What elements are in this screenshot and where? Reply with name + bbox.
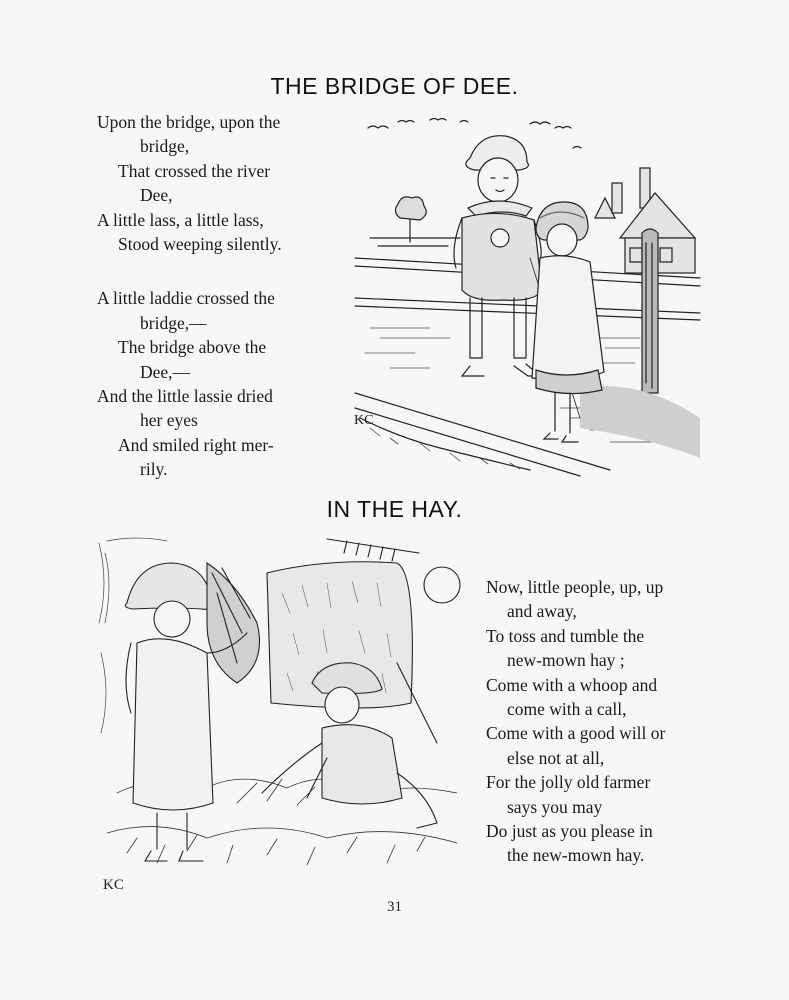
poem-line: says you may xyxy=(507,796,603,817)
poem-line: her eyes xyxy=(140,410,198,431)
poem-line: Upon the bridge, upon the xyxy=(97,112,281,132)
page-number: 31 xyxy=(387,899,402,915)
illustration-children-on-bridge xyxy=(350,108,705,478)
poem-line: rily. xyxy=(140,459,168,480)
poem-line: Dee, xyxy=(140,185,173,206)
stanza-gap xyxy=(97,256,327,286)
poem-line: The bridge above the xyxy=(118,337,267,358)
poem-line: A little lass, a little lass, xyxy=(97,209,264,230)
poem-line: To toss and tumble the xyxy=(486,625,645,646)
poem-line: Do just as you please in xyxy=(486,821,653,842)
illustration1-signature: KC xyxy=(354,413,374,428)
poem-line: Come with a good will or xyxy=(486,723,666,744)
poem-line: and away, xyxy=(507,601,577,622)
poem-line: That crossed the river xyxy=(118,160,271,181)
girl-with-hay-figure xyxy=(125,563,259,861)
poem-line: Dee,— xyxy=(140,361,191,382)
poem-line: And the little lassie dried xyxy=(97,386,273,407)
poem-bridge-of-dee xyxy=(97,110,327,482)
poem-line: else not at all, xyxy=(507,747,605,768)
poem-line: come with a call, xyxy=(507,699,627,720)
poem-line: the new-mown hay. xyxy=(507,845,645,866)
illustration2-signature: KC xyxy=(103,877,124,893)
birds xyxy=(368,119,581,149)
illustration-children-in-hay xyxy=(97,533,462,893)
poem-line: Stood weeping silently. xyxy=(118,234,282,255)
poem-line: bridge, xyxy=(140,136,190,157)
poem-line: new-mown hay ; xyxy=(507,650,625,671)
poem-in-the-hay xyxy=(486,575,708,868)
poem-line: A little laddie crossed the xyxy=(97,288,275,309)
poem-title-in-the-hay: IN THE HAY. xyxy=(326,496,463,522)
poem-line: And smiled right mer- xyxy=(118,434,274,455)
poem-line: Come with a whoop and xyxy=(486,674,658,695)
poem-line: For the jolly old farmer xyxy=(486,772,651,793)
poem-title-bridge-of-dee: THE BRIDGE OF DEE. xyxy=(270,73,519,99)
poem-line: bridge,— xyxy=(140,312,207,333)
poem-line: Now, little people, up, up xyxy=(486,577,664,597)
